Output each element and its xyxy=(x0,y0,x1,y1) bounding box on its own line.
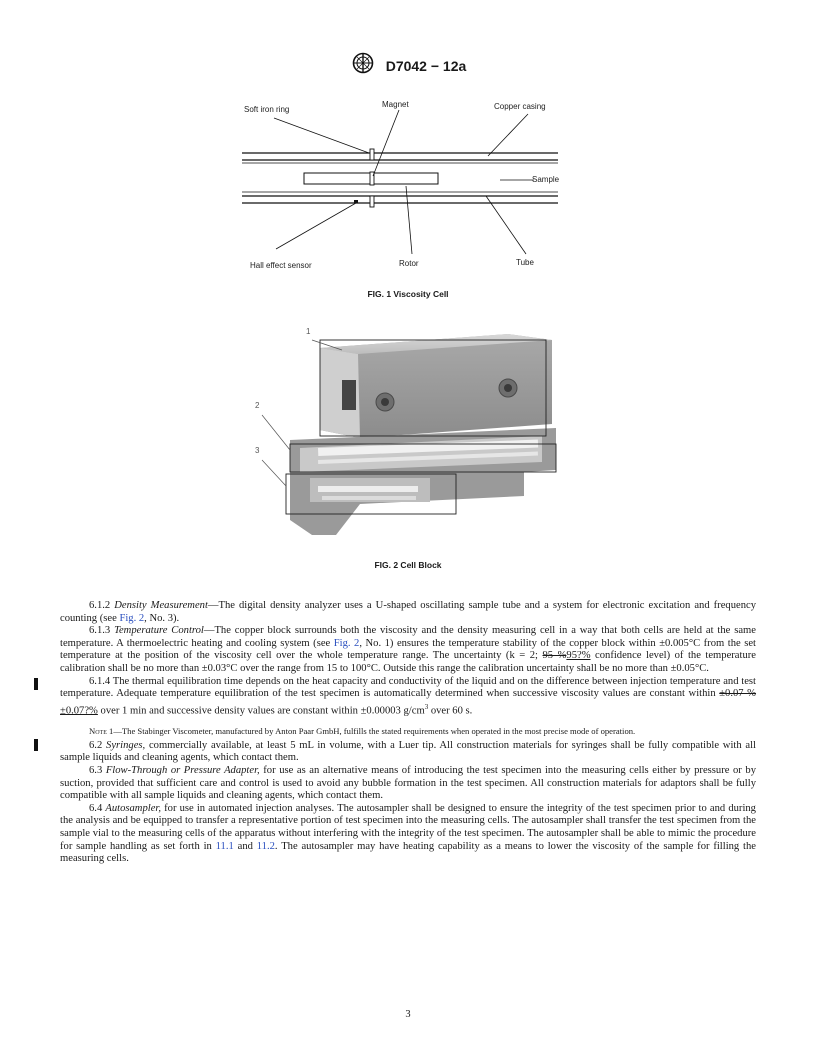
paragraph-6-1-4: 6.1.4 The thermal equilibration time depends on the heat capacity and conductivity of the liquid and on the difference between injection temperature and test temperature. Adequate temperature equilibration of the test specimen is automatically determined when successive viscosity values are constant within ±0.07 %±0.07?% over 1 min and successive density values are constant within ±0.00003 $g/cm^3$ over 60 s. xyxy=(60,675,757,717)
callout-3: 3 xyxy=(255,446,260,455)
page-header xyxy=(0,52,816,79)
label-tube: Tube xyxy=(516,258,534,267)
callout-2: 2 xyxy=(255,401,260,410)
cell-block-illustration xyxy=(240,320,570,545)
note-1: Note 1—The Stabinger Viscometer, manufactured by Anton Paar GmbH, fulfills the stated requirements when operated in the most precise mode of operation. xyxy=(89,725,636,736)
label-magnet: Magnet xyxy=(382,100,409,109)
deleted-text: 95 % xyxy=(542,650,567,662)
label-copper-casing: Copper casing xyxy=(494,102,546,111)
label-soft-iron-ring: Soft iron ring xyxy=(244,105,290,114)
label-rotor: Rotor xyxy=(399,259,419,268)
paragraph-6-2: 6.2 Syringes, commercially available, at least 5 mL in volume, with a Luer tip. All construction materials for syringes shall be fully compatible with all sample liquids and cleaning agents, which contact them. xyxy=(60,739,756,764)
deleted-text: ±0.07 % xyxy=(719,688,757,700)
paragraph-6-1-2: 6.1.2 Density Measurement—The digital density analyzer uses a U-shaped oscillating sample tube and a system for electronic excitation and frequency counting (see Fig. 2, No. 3). xyxy=(60,600,756,624)
figure-2-cell-block xyxy=(240,320,570,545)
callout-1: 1 xyxy=(306,327,311,336)
change-bar xyxy=(34,739,38,751)
paragraph-6-1-3: 6.1.3 Temperature Control—The copper block surrounds both the viscosity and the density measuring cell in a way that both cells are held at the same temperature. A thermoelectric heating and cooling system (see Fig. 2, No. 1) ensures the temperature stability of the copper block within ±0.005°C from the set temperature at the position of the viscosity cell over the whole temperature range. The uncertainty (k = 2; 95 %95?% confidence level) of the temperature calibration shall be no more than ±0.03°C over the range from 15 to 100°C. Outside this range the calibration uncertainty shall be no more than ±0.05°C. xyxy=(60,625,756,674)
paragraph-6-3: 6.3 Flow-Through or Pressure Adapter, for use as an alternative means of introducing the test specimen into the measuring cells either by pressure or by suction, provided that sufficient care and control is used to avoid any bubble formation in the test specimen. All construction materials for adaptors shall be fully compatible with all sample liquids and cleaning agents, which contact them. xyxy=(60,765,756,802)
label-hall-effect-sensor: Hall effect sensor xyxy=(250,261,312,270)
figure-1-viscosity-cell xyxy=(236,96,576,276)
label-sample: Sample xyxy=(532,175,560,184)
figure-2-caption: FIG. 2 Cell Block xyxy=(374,560,442,570)
inserted-text: 95?% xyxy=(566,650,591,662)
paragraph-6-4: 6.4 Autosampler, for use in automated injection analyses. The autosampler shall be designed to ensure the integrity of the test specimen prior to and during the analysis and be equipped to transfer a representative portion of test specimen into the measuring cells. The autosampler shall transfer the test specimen from the sample vial to the measuring cells of the apparatus without interfering with the integrity of the test specimen. The autosampler shall be able to mimic the procedure for sample handling as set forth in 11.1 and 11.2. The autosampler may have heating capability as a means to lower the viscosity of the sample for filling the measuring cells. xyxy=(60,802,757,865)
change-bar xyxy=(34,678,38,690)
astm-logo-icon xyxy=(350,52,376,79)
section-11-1-link[interactable]: 11.1 xyxy=(215,840,234,852)
body-text xyxy=(60,600,756,866)
inserted-text: ±0.07?% xyxy=(60,705,98,717)
page-number: 3 xyxy=(405,1009,411,1020)
fig-2-link[interactable]: Fig. 2 xyxy=(333,637,360,649)
figure-1-caption: FIG. 1 Viscosity Cell xyxy=(367,289,449,299)
document-code: D7042 − 12a xyxy=(385,57,467,74)
fig-2-link[interactable]: Fig. 2 xyxy=(119,612,145,624)
section-11-2-link[interactable]: 11.2 xyxy=(256,840,275,852)
viscosity-cell-diagram xyxy=(236,96,576,276)
